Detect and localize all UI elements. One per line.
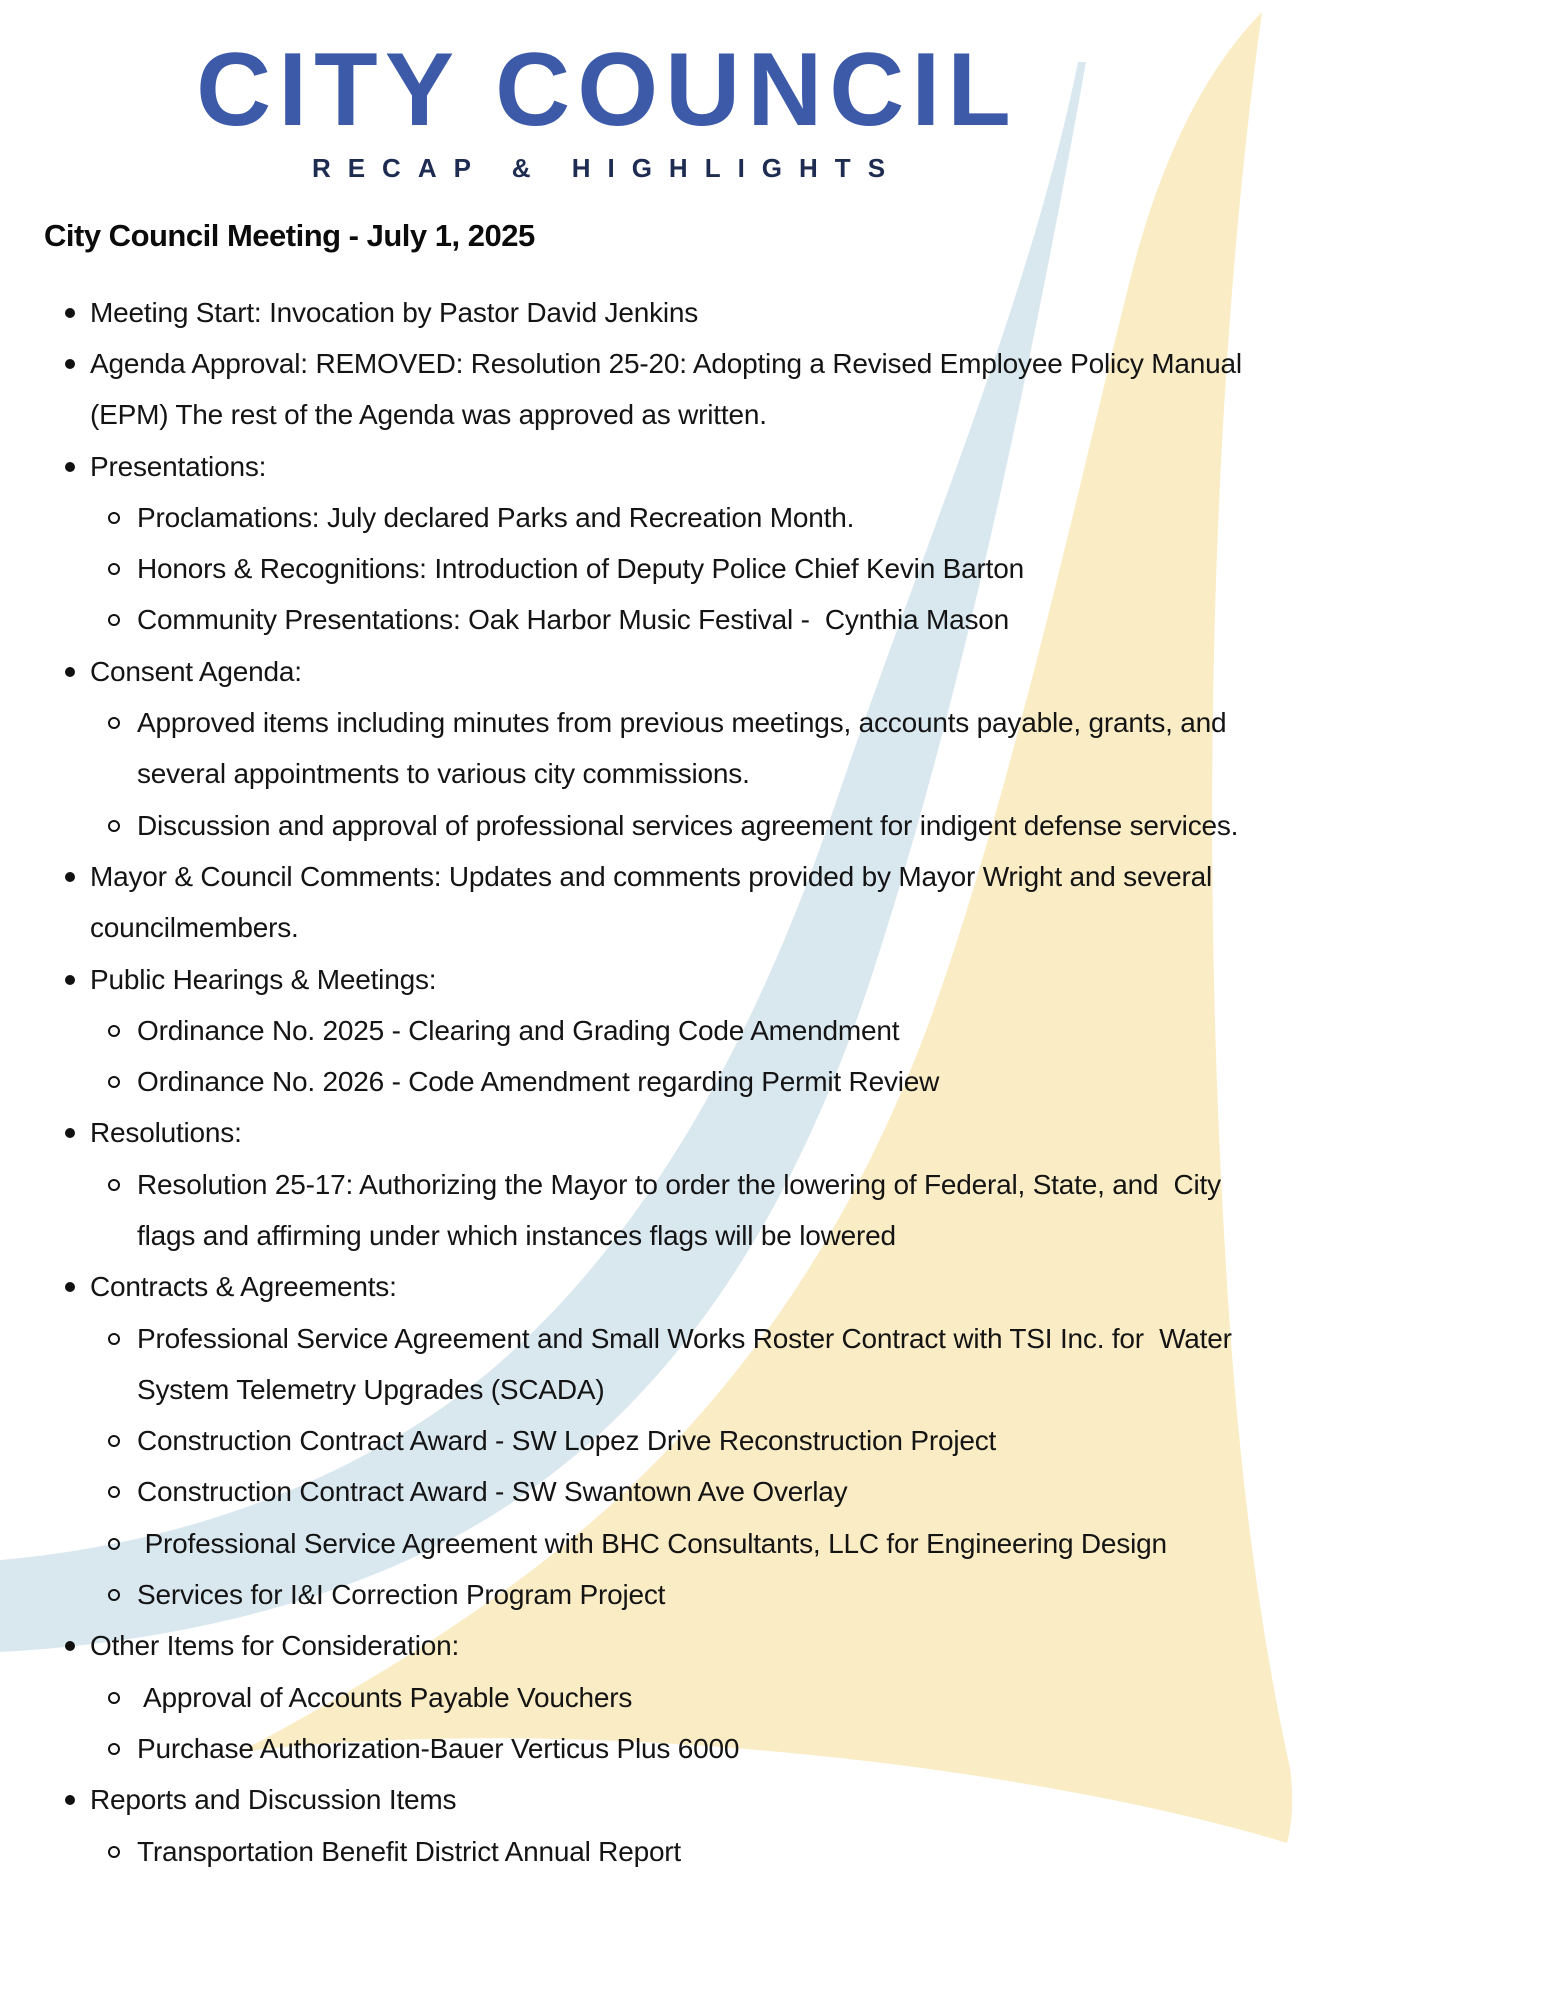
list-item [0,1005,1520,1056]
list-item [0,1467,1520,1518]
list-item-text: Contracts & Agreements: [90,1271,397,1303]
bullet-spacer [108,1230,120,1242]
list-item-text: several appointments to various city commissions. [137,758,750,790]
open-bullet-icon [108,1435,120,1447]
list-item-text: Services for I&I Correction Program Project [137,1579,666,1611]
list-item [0,1262,1520,1313]
agenda-list [0,287,1520,1877]
list-item [0,851,1520,902]
bullet-spacer [65,923,75,933]
open-bullet-icon [108,1692,120,1704]
list-item [0,1826,1520,1877]
open-bullet-icon [108,1743,120,1755]
bullet-icon [65,359,75,369]
list-item-text: flags and affirming under which instances flags will be lowered [137,1219,896,1251]
list-item-text: Ordinance No. 2025 - Clearing and Grading Code Amendment [137,1014,900,1046]
bullet-icon [65,667,75,677]
list-item [0,492,1520,543]
list-item [0,903,1520,954]
list-item [0,1108,1520,1159]
open-bullet-icon [108,1486,120,1498]
list-item-text: Honors & Recognitions: Introduction of Deputy Police Chief Kevin Barton [137,553,1024,585]
bullet-icon [65,1795,75,1805]
list-item-text: (EPM) The rest of the Agenda was approved as written. [90,399,767,431]
bullet-icon [65,308,75,318]
list-item [0,646,1520,697]
list-item [0,800,1520,851]
list-item [0,287,1520,338]
meeting-heading: City Council Meeting - July 1, 2025 [44,218,535,253]
bullet-icon [65,462,75,472]
list-item [0,1159,1520,1210]
list-item-text: Community Presentations: Oak Harbor Music Festival - Cynthia Mason [137,604,1010,636]
bullet-spacer [65,410,75,420]
list-item [0,1364,1520,1415]
open-bullet-icon [108,512,120,524]
list-item-text: Other Items for Consideration: [90,1630,460,1662]
list-item-text: Mayor & Council Comments: Updates and comments provided by Mayor Wright and several [90,860,1213,892]
list-item-text: councilmembers. [90,912,299,944]
bullet-spacer [108,768,120,780]
open-bullet-icon [108,1846,120,1858]
list-item [0,1313,1520,1364]
list-item-text: Meeting Start: Invocation by Pastor David Jenkins [90,296,699,328]
list-item-text: Approval of Accounts Payable Vouchers [137,1681,633,1713]
open-bullet-icon [108,1333,120,1345]
bullet-icon [65,975,75,985]
bullet-icon [65,1282,75,1292]
list-item-text: Transportation Benefit District Annual Report [137,1835,682,1867]
list-item [0,1518,1520,1569]
list-item-text: Professional Service Agreement and Small Works Roster Contract with TSI Inc. for Water [137,1322,1232,1354]
list-item [0,1723,1520,1774]
open-bullet-icon [108,820,120,832]
bullet-icon [65,1641,75,1651]
open-bullet-icon [108,1589,120,1601]
list-item [0,1056,1520,1107]
open-bullet-icon [108,614,120,626]
list-item [0,543,1520,594]
list-item-text: Purchase Authorization-Bauer Verticus Plus 6000 [137,1732,740,1764]
list-item-text: Professional Service Agreement with BHC Consultants, LLC for Engineering Design [137,1527,1167,1559]
list-item-text: Resolutions: [90,1117,242,1149]
list-item [0,749,1520,800]
list-item-text: Construction Contract Award - SW Lopez Drive Reconstruction Project [137,1425,997,1457]
list-item [0,1569,1520,1620]
list-item [0,595,1520,646]
bullet-spacer [108,1384,120,1396]
list-item-text: Reports and Discussion Items [90,1784,457,1816]
open-bullet-icon [108,1538,120,1550]
open-bullet-icon [108,717,120,729]
list-item-text: Proclamations: July declared Parks and Recreation Month. [137,501,855,533]
list-item-text: Approved items including minutes from previous meetings, accounts payable, grants, and [137,707,1227,739]
list-item [0,1621,1520,1672]
bullet-icon [65,872,75,882]
list-item [0,697,1520,748]
list-item-text: Ordinance No. 2026 - Code Amendment regarding Permit Review [137,1066,940,1098]
list-item [0,1672,1520,1723]
list-item [0,338,1520,389]
list-item [0,1210,1520,1261]
list-item [0,441,1520,492]
list-item [0,390,1520,441]
open-bullet-icon [108,563,120,575]
header [0,32,1214,184]
list-item-text: Presentations: [90,450,267,482]
open-bullet-icon [108,1076,120,1088]
bullet-icon [65,1128,75,1138]
page-subtitle: RECAP & HIGHLIGHTS [311,153,903,184]
list-item [0,1775,1520,1826]
list-item-text: Resolution 25-17: Authorizing the Mayor to order the lowering of Federal, State, and City [137,1168,1221,1200]
open-bullet-icon [108,1025,120,1037]
list-item-text: Discussion and approval of professional services agreement for indigent defense services. [137,809,1239,841]
list-item-text: Agenda Approval: REMOVED: Resolution 25-20: Adopting a Revised Employee Policy Manual [90,347,1242,379]
page-title: CITY COUNCIL [196,32,1018,148]
open-bullet-icon [108,1179,120,1191]
list-item-text: Construction Contract Award - SW Swantown Ave Overlay [137,1476,848,1508]
list-item-text: Consent Agenda: [90,655,302,687]
list-item-text: System Telemetry Upgrades (SCADA) [137,1373,605,1405]
list-item [0,954,1520,1005]
list-item-text: Public Hearings & Meetings: [90,963,437,995]
list-item [0,1416,1520,1467]
